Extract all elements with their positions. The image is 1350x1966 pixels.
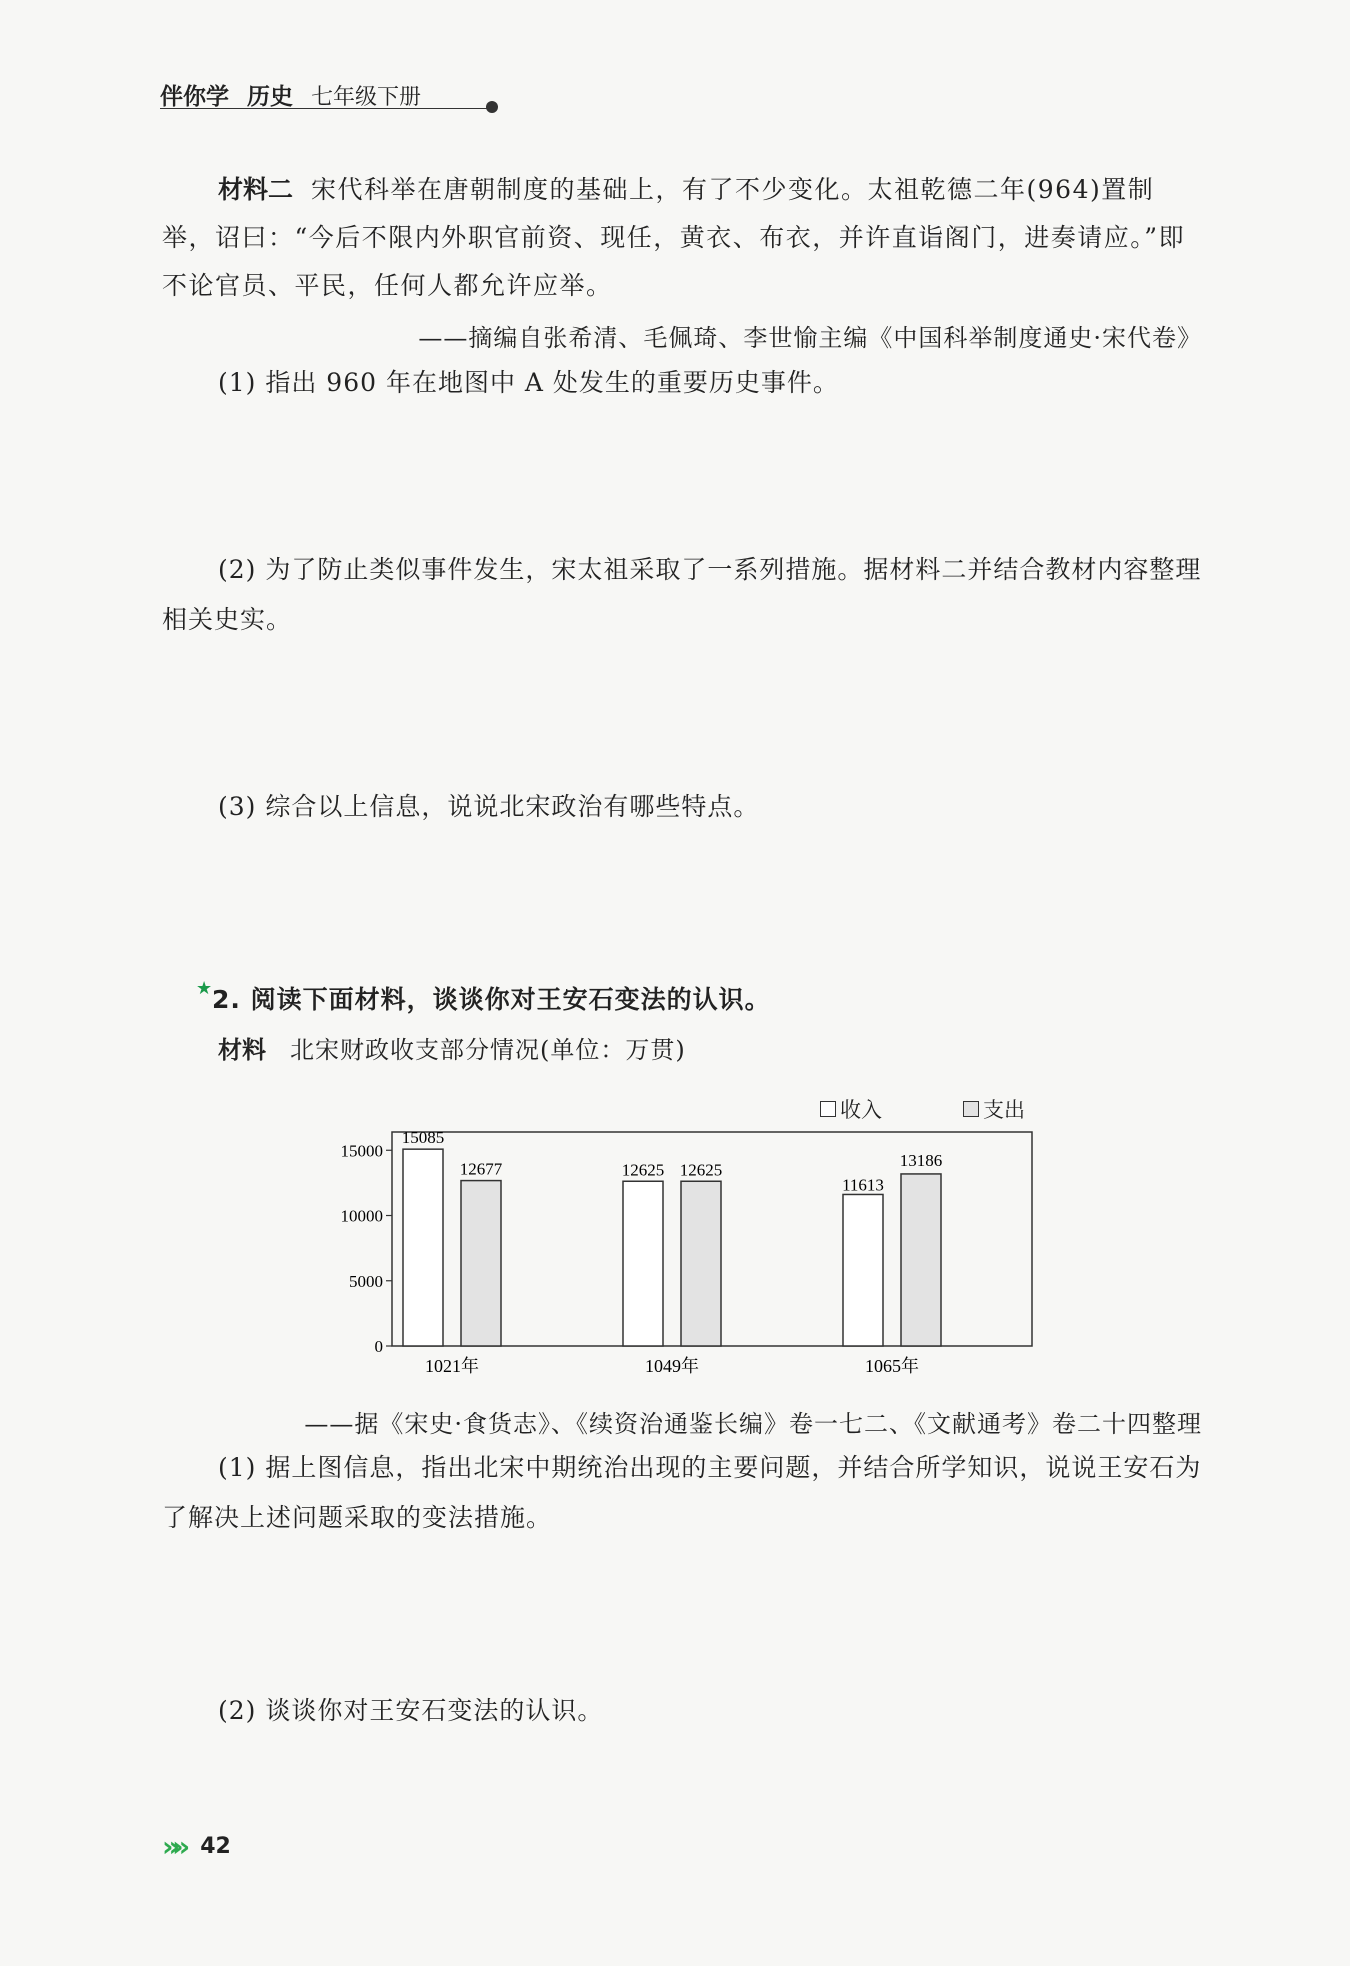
page-footer bbox=[162, 1830, 231, 1863]
x-tick-label: 1049年 bbox=[645, 1356, 699, 1376]
q2-title-text: 阅读下面材料，谈谈你对王安石变法的认识。 bbox=[250, 985, 771, 1014]
legend-income-label: 收入 bbox=[840, 1098, 882, 1122]
y-tick-label: 10000 bbox=[340, 1206, 383, 1226]
q2-material-label: 材料 bbox=[218, 1036, 266, 1064]
page-header bbox=[160, 78, 421, 111]
header-subject: 历史 bbox=[247, 84, 293, 110]
finance-bar-chart bbox=[320, 1120, 1040, 1390]
q2-material bbox=[218, 1030, 686, 1065]
legend-expense-swatch bbox=[963, 1101, 979, 1117]
bar-income bbox=[403, 1149, 443, 1346]
q2-number: 2. bbox=[212, 985, 241, 1014]
legend-income-swatch bbox=[820, 1101, 836, 1117]
bar-value-label: 11613 bbox=[842, 1175, 884, 1195]
q1-part3: (3) 综合以上信息，说说北宋政治有哪些特点。 bbox=[218, 792, 760, 821]
bar-expense bbox=[901, 1174, 941, 1346]
bar-income bbox=[843, 1194, 883, 1346]
y-tick-label: 0 bbox=[374, 1337, 383, 1356]
q2-part2: (2) 谈谈你对王安石变法的认识。 bbox=[218, 1696, 604, 1725]
q2-material-text: 北宋财政收支部分情况(单位：万贯) bbox=[290, 1036, 686, 1064]
q1-part1: (1) 指出 960 年在地图中 A 处发生的重要历史事件。 bbox=[218, 368, 839, 397]
chevron-right-icon: »» bbox=[162, 1830, 183, 1863]
header-grade: 七年级下册 bbox=[311, 85, 422, 110]
bar-value-label: 12677 bbox=[459, 1159, 503, 1179]
y-tick-label: 5000 bbox=[349, 1271, 383, 1291]
bar-expense bbox=[681, 1181, 721, 1346]
star-icon: ★ bbox=[196, 978, 213, 999]
header-rule bbox=[160, 108, 490, 109]
bar-expense bbox=[461, 1181, 501, 1346]
q2-source: ——据《宋史·食货志》、《续资治通鉴长编》卷一七二、《文献通考》卷二十四整理 bbox=[304, 1410, 1202, 1438]
material2-text: 宋代科举在唐朝制度的基础上，有了不少变化。太祖乾德二年(964)置制举，诏曰：“今后不限内外职官前资、现任，黄衣、布衣，并许直诣阁门，进奏请应。”即不论官员、平民，任何人都允许应举。 bbox=[162, 175, 1186, 300]
material2-label: 材料二 bbox=[218, 175, 294, 204]
material2-paragraph bbox=[162, 166, 1202, 310]
y-tick-label: 15000 bbox=[340, 1141, 383, 1161]
x-tick-label: 1065年 bbox=[865, 1356, 919, 1376]
q1-part2: (2) 为了防止类似事件发生，宋太祖采取了一系列措施。据材料二并结合教材内容整理相关史实。 bbox=[162, 555, 1202, 634]
x-tick-label: 1021年 bbox=[425, 1356, 479, 1376]
q2-title bbox=[196, 980, 771, 1016]
bar-value-label: 12625 bbox=[621, 1160, 665, 1180]
q2-part1: (1) 据上图信息，指出北宋中期统治出现的主要问题，并结合所学知识，说说王安石为了解决上述问题采取的变法措施。 bbox=[162, 1453, 1202, 1532]
page-number: 42 bbox=[200, 1834, 231, 1859]
bar-income bbox=[623, 1181, 663, 1346]
bar-value-label: 12625 bbox=[679, 1160, 723, 1180]
material2-source: ——摘编自张希清、毛佩琦、李世愉主编《中国科举制度通史·宋代卷》 bbox=[418, 324, 1202, 352]
header-series: 伴你学 bbox=[160, 84, 229, 110]
legend-expense-label: 支出 bbox=[983, 1098, 1025, 1122]
header-dot-icon bbox=[486, 101, 498, 113]
bar-value-label: 13186 bbox=[899, 1150, 943, 1170]
bar-value-label: 15085 bbox=[401, 1128, 445, 1148]
